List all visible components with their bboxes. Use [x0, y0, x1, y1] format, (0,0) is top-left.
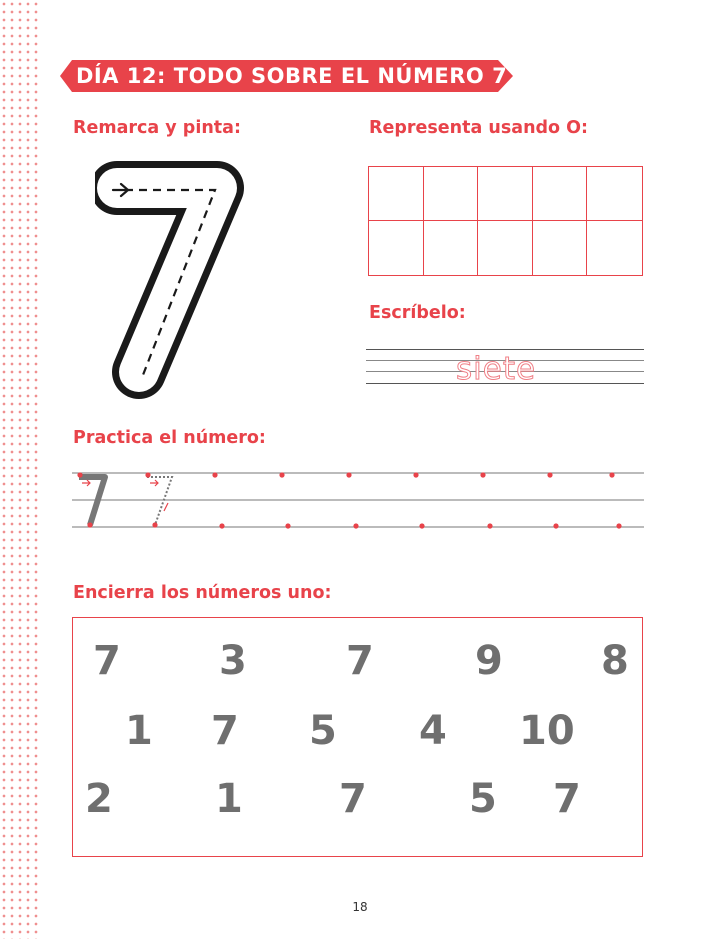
writing-line — [366, 349, 644, 350]
number-item[interactable]: 7 — [346, 638, 374, 684]
number-item[interactable]: 5 — [469, 776, 497, 822]
represent-label: Representa usando O: — [369, 118, 589, 138]
number-item[interactable]: 4 — [419, 708, 447, 754]
number-item[interactable]: 10 — [519, 708, 575, 754]
ten-frame-cell[interactable] — [478, 167, 533, 221]
page-title: DÍA 12: TODO SOBRE EL NÚMERO 7 — [76, 64, 508, 88]
ten-frame-cell[interactable] — [587, 167, 642, 221]
practice-guides — [72, 465, 646, 535]
circle-label: Encierra los números uno: — [73, 583, 332, 603]
ten-frame — [368, 166, 643, 276]
title-banner — [60, 60, 513, 92]
trace-label: Remarca y pinta: — [73, 118, 241, 138]
practice-label: Practica el número: — [73, 428, 266, 448]
number-item[interactable]: 7 — [339, 776, 367, 822]
ten-frame-cell[interactable] — [424, 221, 479, 275]
trace-seven-figure[interactable] — [95, 160, 245, 404]
number-item[interactable]: 7 — [553, 776, 581, 822]
ten-frame-cell[interactable] — [533, 221, 588, 275]
number-item[interactable]: 8 — [601, 638, 629, 684]
number-item[interactable]: 5 — [309, 708, 337, 754]
number-item[interactable]: 1 — [125, 708, 153, 754]
ten-frame-cell[interactable] — [478, 221, 533, 275]
ten-frame-cell[interactable] — [369, 221, 424, 275]
numbers-box — [72, 617, 643, 857]
ten-frame-cell[interactable] — [533, 167, 588, 221]
practice-area[interactable] — [72, 465, 646, 539]
number-item[interactable]: 7 — [93, 638, 121, 684]
ten-frame-cell[interactable] — [587, 221, 642, 275]
number-item[interactable]: 2 — [85, 776, 113, 822]
page-number: 18 — [352, 900, 368, 914]
number-item[interactable]: 7 — [211, 708, 239, 754]
write-label: Escríbelo: — [369, 303, 466, 323]
dotted-border-strip — [0, 0, 40, 939]
word-writing-area[interactable] — [366, 349, 644, 385]
number-item[interactable]: 3 — [219, 638, 247, 684]
number-item[interactable]: 1 — [215, 776, 243, 822]
outlined-seven-icon — [95, 160, 245, 400]
ten-frame-cell[interactable] — [424, 167, 479, 221]
number-item[interactable]: 9 — [475, 638, 503, 684]
trace-word: siete — [456, 351, 537, 387]
ten-frame-cell[interactable] — [369, 167, 424, 221]
